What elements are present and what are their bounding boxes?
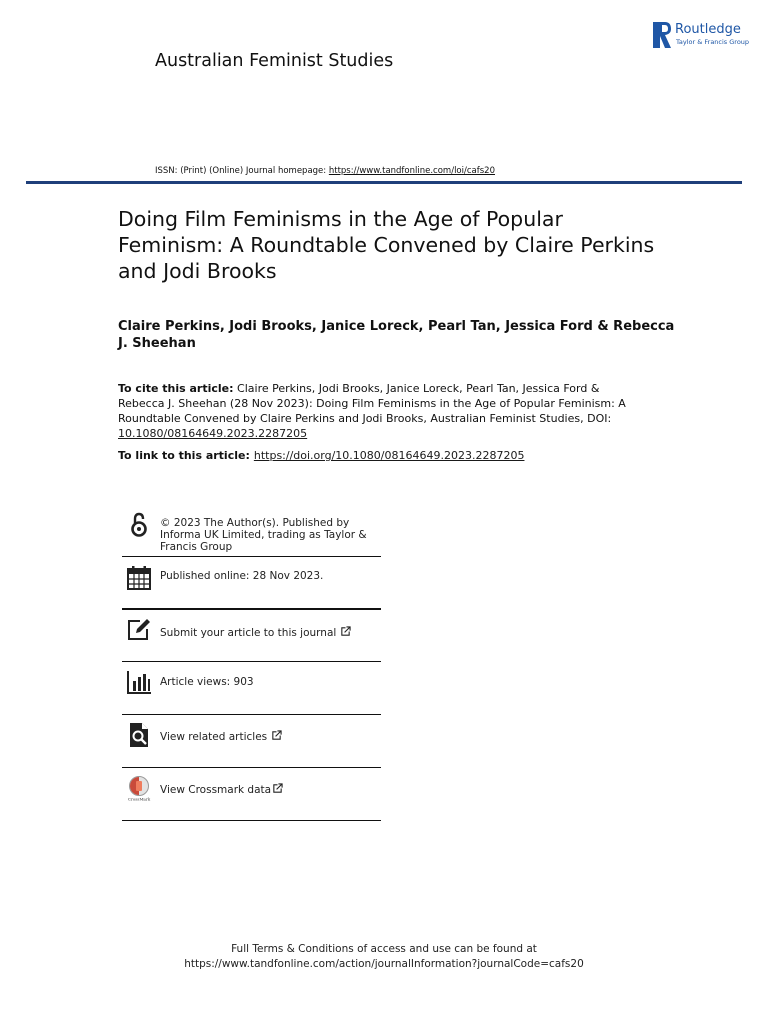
related-articles-label: View related articles	[160, 731, 268, 743]
article-title: Doing Film Feminisms in the Age of Popular Feminism: A Roundtable Convened by Claire Perkins and Jodi Brooks	[118, 207, 655, 283]
article-views-item[interactable]	[122, 664, 381, 715]
submit-article-link[interactable]	[160, 626, 351, 639]
article-views-text: Article views: 903	[160, 676, 254, 688]
terms-text: Full Terms & Conditions of access and use can be found at	[231, 943, 537, 955]
submit-article-label: Submit your article to this journal	[160, 627, 337, 639]
info-divider	[122, 714, 381, 715]
edit-icon	[126, 616, 152, 642]
article-link-label: To link to this article:	[118, 449, 250, 462]
publisher-tagline: Taylor & Francis Group	[676, 38, 750, 46]
info-divider	[122, 661, 381, 662]
document-search-icon	[126, 722, 152, 748]
related-articles-link[interactable]	[160, 730, 282, 743]
citation-doi-link[interactable]: 10.1080/08164649.2023.2287205	[118, 427, 308, 440]
publisher-name: Routledge	[675, 22, 741, 37]
citation-label: To cite this article:	[118, 382, 234, 395]
open-access-info	[122, 509, 381, 557]
article-link-line	[118, 449, 524, 462]
info-divider	[122, 556, 381, 557]
external-link-icon	[340, 626, 351, 637]
citation-block	[118, 381, 648, 441]
open-access-text: © 2023 The Author(s). Published by Informa UK Limited, trading as Taylor & Francis Group	[160, 517, 367, 553]
routledge-logo-icon	[653, 22, 671, 48]
info-divider	[122, 820, 381, 821]
external-link-icon	[272, 783, 283, 794]
crossmark-link[interactable]	[160, 783, 283, 796]
published-date-text: Published online: 28 Nov 2023.	[160, 570, 324, 582]
article-authors: Claire Perkins, Jodi Brooks, Janice Loreck, Pearl Tan, Jessica Ford & Rebecca J. Sheehan	[118, 319, 675, 351]
terms-footer	[0, 942, 768, 972]
journal-homepage-link[interactable]: https://www.tandfonline.com/loi/cafs20	[328, 166, 495, 176]
open-access-icon	[126, 512, 152, 538]
crossmark-label: View Crossmark data	[160, 784, 272, 796]
publisher-logo	[653, 20, 753, 50]
external-link-icon	[271, 730, 282, 741]
bar-chart-icon	[126, 669, 152, 695]
article-doi-link[interactable]: https://doi.org/10.1080/08164649.2023.2287205	[253, 449, 525, 462]
terms-url[interactable]: https://www.tandfonline.com/action/journalInformation?journalCode=cafs20	[184, 958, 584, 970]
submit-article-item[interactable]	[122, 612, 381, 662]
crossmark-badge-text: CrossMark	[127, 796, 151, 801]
issn-text: ISSN: (Print) (Online) Journal homepage:	[155, 166, 329, 176]
crossmark-icon	[126, 775, 152, 801]
citation-text: Claire Perkins, Jodi Brooks, Janice Loreck, Pearl Tan, Jessica Ford & Rebecca J. Sheehan (28 Nov 2023): Doing Film Feminisms in the Age of Popular Feminism: A Roundtable Convened by Claire Perkins and Jodi Brooks, Australian Feminist Studies, DOI:	[118, 382, 626, 425]
journal-title: Australian Feminist Studies	[155, 51, 394, 71]
calendar-icon	[126, 565, 152, 591]
header-divider	[26, 181, 742, 184]
published-info	[122, 558, 381, 610]
related-articles-item[interactable]	[122, 717, 381, 768]
info-divider	[122, 608, 381, 610]
crossmark-item[interactable]	[122, 770, 381, 821]
info-divider	[122, 767, 381, 768]
issn-line	[155, 166, 495, 176]
